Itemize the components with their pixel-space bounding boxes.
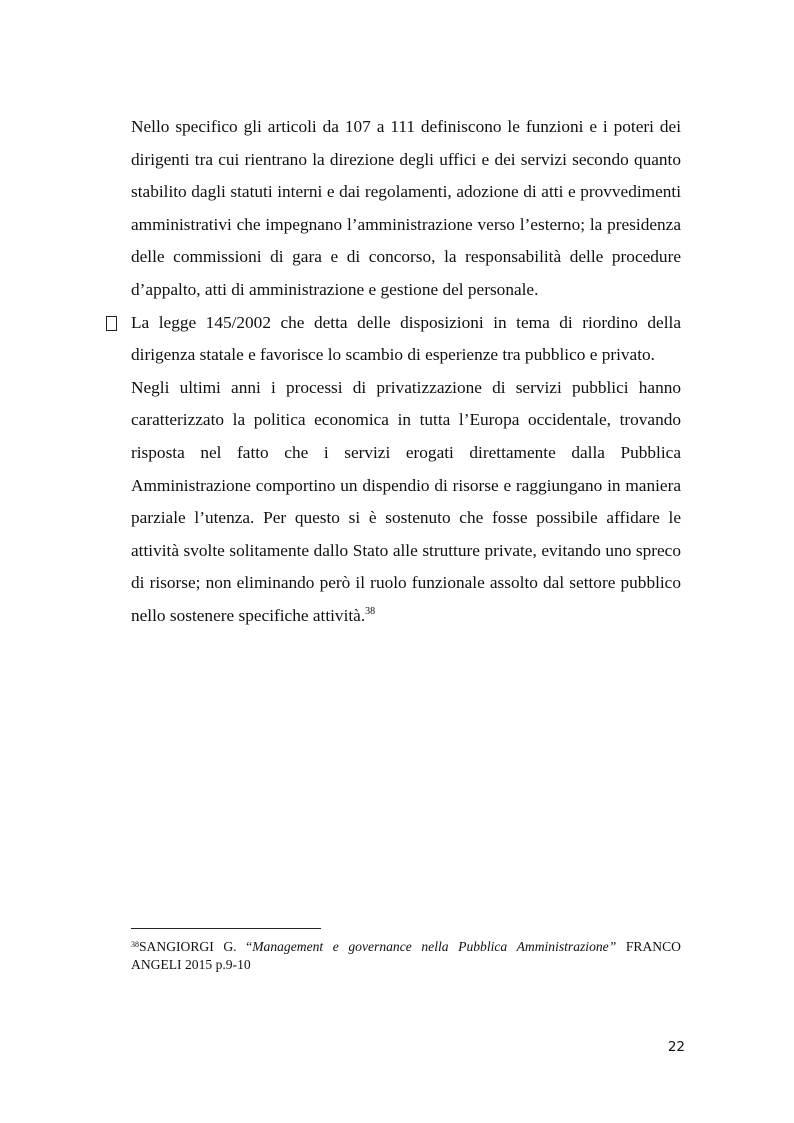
missing-glyph-box-icon: [106, 316, 117, 331]
bullet-text: La legge 145/2002 che detta delle disposizioni in tema di riordino della dirigenza statale e favorisce lo scambio di esperienze tra pubblico e privato.: [131, 312, 681, 365]
footnote: [131, 938, 681, 974]
paragraph-text: Negli ultimi anni i processi di privatizzazione di servizi pubblici hanno caratterizzato la politica economica in tutta l’Europa occidentale, trovando risposta nel fatto che i servizi erogati direttamente dalla Pubblica Amministrazione comportino un dispendio di risorse e raggiungano in maniera parziale l’utenza. Per questo si è sostenuto che fosse possibile affidare le attività svolte solitamente dallo Stato alle strutture private, evitando uno spreco di risorse; non eliminando però il ruolo funzionale assolto dal settore pubblico nello sostenere specifiche attività.: [131, 377, 681, 625]
bullet-item-legge-145: [131, 307, 681, 372]
footnote-title: Management e governance nella Pubblica Amministrazione”: [252, 939, 617, 954]
paragraph-privatizzazione: [131, 372, 681, 633]
footnote-publisher: FRANCO ANGELI 2015 p.9-10: [131, 939, 681, 972]
paragraph-text: Nello specifico gli articoli da 107 a 111 definiscono le funzioni e i poteri dei dirigenti tra cui rientrano la direzione degli uffici e dei servizi secondo quanto stabilito dagli statuti interni e dai regolamenti, adozione di atti e provvedimenti amministrativi che impegnano l’amministrazione verso l’esterno; la presidenza delle commissioni di gara e di concorso, la responsabilità delle procedure d’appalto, atti di amministrazione e gestione del personale.: [131, 117, 681, 299]
footnote-separator: [131, 928, 321, 929]
paragraph-articles: [131, 111, 681, 307]
footnote-number: 38: [131, 940, 139, 949]
footnote-author: SANGIORGI G. “: [139, 939, 253, 954]
page-number: 22: [667, 1039, 685, 1055]
body-text: [131, 111, 681, 633]
footnote-reference[interactable]: 38: [365, 605, 376, 617]
